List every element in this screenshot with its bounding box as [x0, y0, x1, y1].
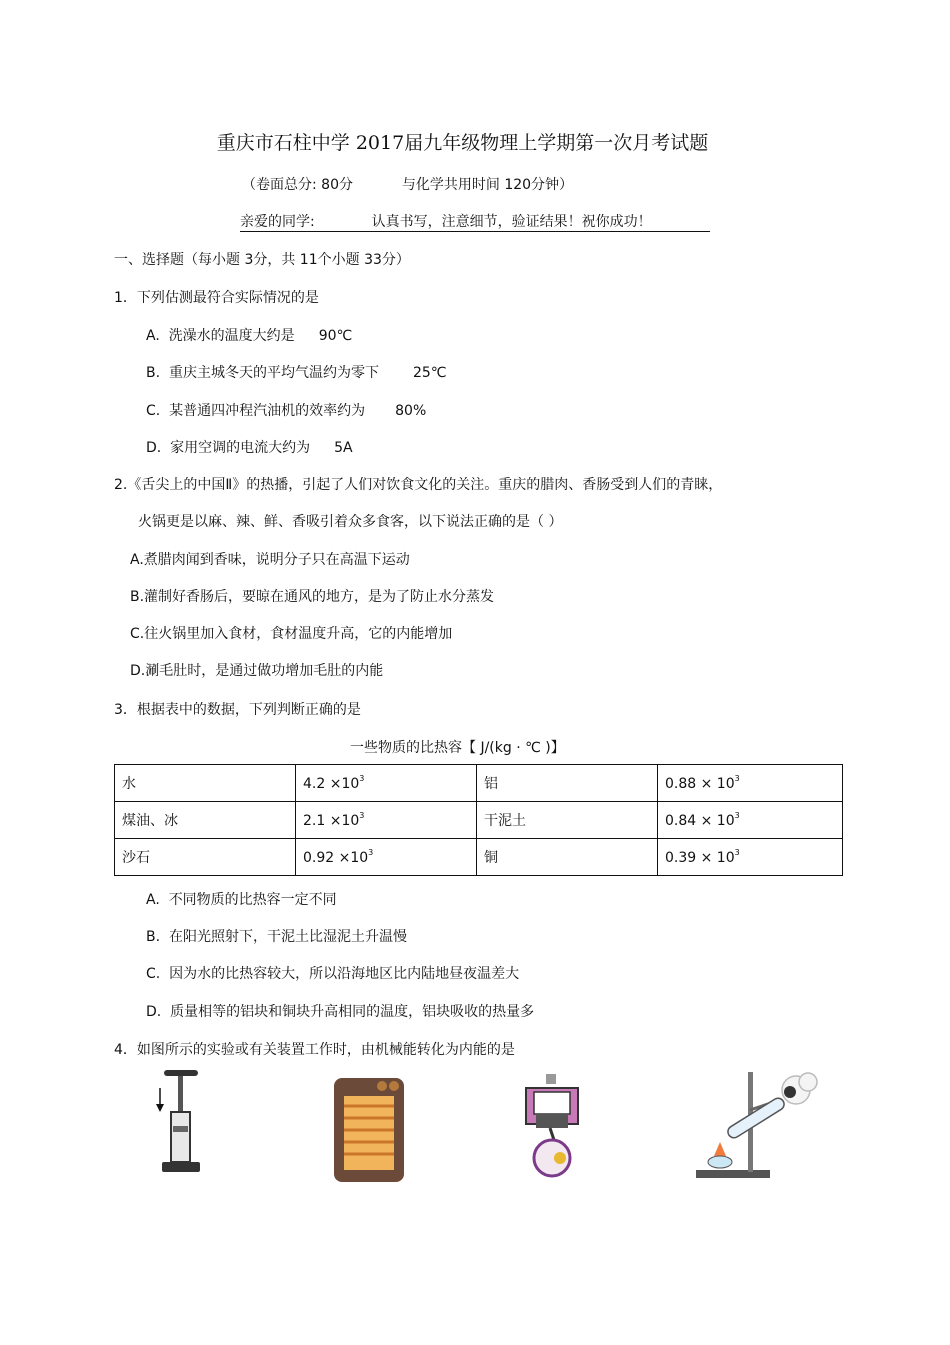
table-row: 沙石 $0.92 \times 10^3$ 铜 $0.39 \times 10^3$: [115, 839, 843, 876]
page-title: 重庆市石柱中学 2017届九年级物理上学期第一次月考试题: [216, 132, 709, 154]
q1-option-c: C. 某普通四冲程汽油机的效率约为 80%: [146, 403, 427, 419]
section-heading: 一、选择题（每小题 3分，共 11个小题 33分）: [114, 252, 410, 268]
q3-option-a: A. 不同物质的比热容一定不同: [146, 892, 337, 908]
q2-stem-line2: 火锅更是以麻、辣、鲜、香吸引着众多食客，以下说法正确的是（ ）: [138, 514, 563, 530]
q2-option-a: A.煮腊肉闻到香味，说明分子只在高温下运动: [130, 552, 410, 568]
q3-option-b: B. 在阳光照射下，干泥土比湿泥土升温慢: [146, 929, 407, 945]
total-score: （卷面总分: 80分: [242, 177, 353, 193]
q2-stem-line1: 2.《舌尖上的中国Ⅱ》的热播，引起了人们对饮食文化的关注。重庆的腊肉、香肠受到人们的青睐，: [114, 477, 723, 493]
q4-stem: 4．如图所示的实验或有关装置工作时，由机械能转化为内能的是: [114, 1042, 515, 1058]
table-row: 水 $4.2 \times 10^3$ 铝 $0.88 \times 10^3$: [115, 765, 843, 802]
q1-stem: 1．下列估测最符合实际情况的是: [114, 290, 319, 306]
shared-time: 与化学共用时间 120分钟）: [401, 177, 574, 193]
test-tube-heating-figure: [694, 1066, 820, 1182]
q3-option-d: D. 质量相等的铝块和铜块升高相同的温度，铝块吸收的热量多: [146, 1004, 535, 1020]
electric-heater-figure: [332, 1072, 406, 1186]
table-caption: 一些物质的比热容【 J/(kg · ℃ )】: [350, 740, 565, 756]
greeting-text: 认真书写，注意细节，验证结果！祝你成功！: [371, 214, 652, 230]
exam-info: [242, 174, 573, 194]
q2-option-b: B.灌制好香肠后，要晾在通风的地方，是为了防止水分蒸发: [130, 589, 495, 605]
q1-option-d: D. 家用空调的电流大约为 5A: [146, 440, 353, 456]
q1-option-b: B. 重庆主城冬天的平均气温约为零下 25℃: [146, 365, 447, 381]
q2-option-c: C.往火锅里加入食材，食材温度升高，它的内能增加: [130, 626, 453, 642]
greeting: [240, 211, 652, 231]
q3-option-c: C. 因为水的比热容较大，所以沿海地区比内陆地昼夜温差大: [146, 966, 520, 982]
table-row: 煤油、冰 $2.1 \times 10^3$ 干泥土 $0.84 \times 10^3$: [115, 802, 843, 839]
specific-heat-table: [114, 764, 843, 876]
q2-option-d: D.涮毛肚时，是通过做功增加毛肚的内能: [130, 663, 384, 679]
q3-stem: 3．根据表中的数据，下列判断正确的是: [114, 702, 361, 718]
greeting-underline: [240, 231, 710, 232]
greeting-label: 亲爱的同学:: [240, 214, 315, 230]
q1-option-a: A. 洗澡水的温度大约是 90℃: [146, 328, 353, 344]
engine-cylinder-figure: [520, 1074, 584, 1180]
air-pump-figure: [150, 1066, 210, 1178]
